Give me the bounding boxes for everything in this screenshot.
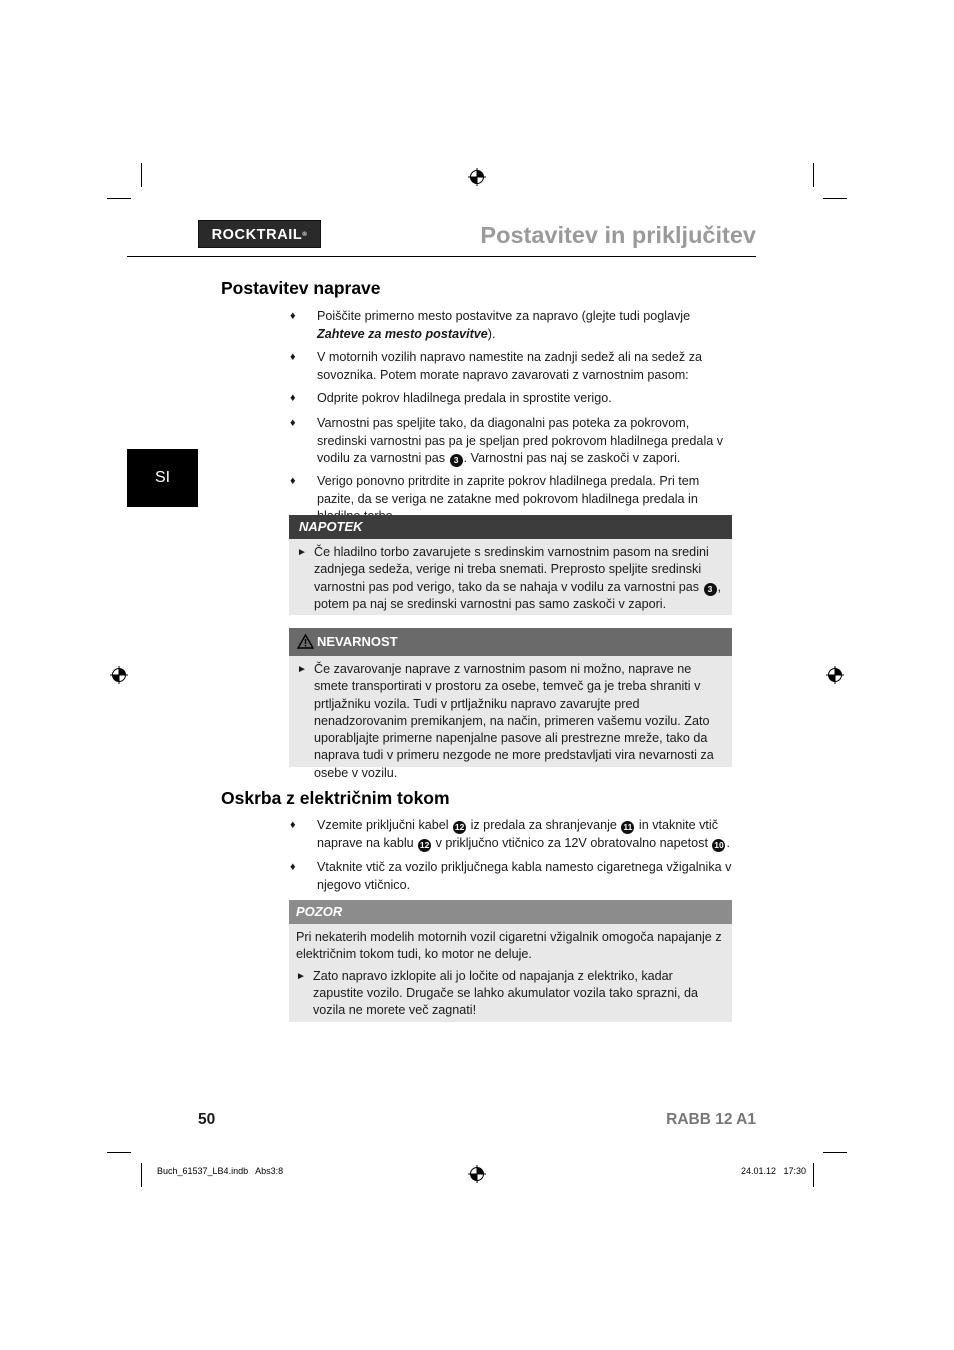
arrow-bullet-icon: ► <box>297 664 307 675</box>
arrow-bullet-icon: ► <box>297 547 307 558</box>
reference-number-badge: 12 <box>419 839 430 850</box>
reference-number-badge: 3 <box>704 583 717 596</box>
crop-mark <box>823 198 847 199</box>
registration-mark-icon <box>110 666 128 684</box>
diamond-bullet-icon: ♦ <box>290 417 296 429</box>
crop-mark <box>813 1163 814 1187</box>
list-item: ♦ Poiščite primerno mesto postavitve za napravo (glejte tudi poglavje Zahteve za mesto postavitve). <box>290 309 691 341</box>
list-item: ♦ Vtaknite vtič za vozilo priključnega kabla namesto cigaretnega vžigalnika v njegovo vtičnico. <box>290 860 732 892</box>
brand-logo: ROCKTRAIL® <box>198 220 321 248</box>
header-rule <box>127 256 756 257</box>
diamond-bullet-icon: ♦ <box>290 392 296 404</box>
crop-mark <box>823 1152 847 1153</box>
crop-mark <box>141 163 142 187</box>
caution-box: POZOR Pri nekaterih modelih motornih vozil cigaretni vžigalnik omogoča napajanje z električnim tokom tudi, ko motor ne deluje. ► Zato napravo izklopite ali jo ločite od napajanja z elektriko, kadar zapustite vozilo. Drugače se lahko akumulator vozila tako sprazni, da vozila ne morete več zagnati! <box>289 900 732 1022</box>
model-name: RABB 12 A1 <box>666 1111 756 1128</box>
reference-number-badge: 11 <box>623 822 633 832</box>
note-box-header: NAPOTEK <box>289 515 732 539</box>
diamond-bullet-icon: ♦ <box>290 819 296 831</box>
caution-box-header: POZOR <box>289 900 732 924</box>
reference-number-badge: 3 <box>450 454 463 467</box>
arrow-bullet-icon: ► <box>296 970 306 982</box>
danger-box-header: NEVARNOST <box>289 628 732 656</box>
diamond-bullet-icon: ♦ <box>290 475 296 487</box>
diamond-bullet-icon: ♦ <box>290 861 296 873</box>
list-item: ♦ Verigo ponovno pritrdite in zaprite pokrov hladilnega predala. Pri tem pazite, da se veriga ne zatakne med pokrovom hladilnega predala in <box>290 474 700 506</box>
crop-mark <box>813 163 814 187</box>
page-title: Postavitev in priključitev <box>480 222 756 248</box>
diamond-bullet-icon: ♦ <box>290 310 296 322</box>
registration-mark-icon <box>468 168 486 186</box>
list-item: ♦ Vzemite priključni kabel 12 iz predala za shranjevanje 11 in vtaknite vtič napravе na kablu 12 v priključno vtičnico za 12V obratovalno napetost 10 . <box>290 818 730 850</box>
list-item: ♦ Varnostni pas speljite tako, da diagonalni pas poteka za pokrovom, sredinski varnostni pas pa je speljan pred pokrovom hladilnega predala v vodilu za varnostni pas 3 . Varnostni pas naj se zaskoči v zapori. <box>290 416 724 465</box>
print-file-info: Buch_61537_LB4.indb Abs3:8 <box>157 1166 284 1176</box>
diamond-bullet-icon: ♦ <box>290 351 296 363</box>
reference-number-badge: 10 <box>714 839 724 850</box>
crop-mark <box>141 1163 142 1187</box>
list-item: ♦ V motornih vozilih napravo namestite na zadnji sedež ali na sedež za sovoznika. Potem morate napravo zavarovati z varnostnim pasom: <box>290 350 703 382</box>
section-heading-setup: Postavitev naprave <box>221 278 381 298</box>
page-number: 50 <box>198 1111 216 1128</box>
language-tab: SI <box>127 449 198 507</box>
section-heading-power: Oskrba z električnim tokom <box>221 788 450 808</box>
registration-mark-icon <box>468 1165 486 1183</box>
print-date-info: 24.01.12 17:30 <box>740 1166 806 1176</box>
caution-intro: Pri nekaterih modelih motornih vozil cigaretni vžigalnik omogoča napajanje z električnim tokom tudi, ko motor ne deluje. <box>296 930 722 962</box>
crop-mark <box>107 198 131 199</box>
reference-number-badge: 12 <box>454 822 465 832</box>
list-item: ♦ Odprite pokrov hladilnega predala in sprostite verigo. <box>290 390 734 408</box>
warning-triangle-icon <box>297 634 314 649</box>
danger-box: NEVARNOST ► Če zavarovanje naprave z varnostnim pasom ni možno, naprave ne smete transportirati v prostoru za osebe, temveč ga je treba shraniti v prtljažniku vozila. Tudi v prtljažniku napravo zavarujte pred nenadzorovanim premikanjem, na način, primeren vašemu vozilu. Zato uporabljajte primerne napenjalne pasove ali prestrezne mreže, tako da naprava tudi v primeru nezgode ne more predstavljati vira nevarnosti za osebe v vozilu. <box>289 628 732 767</box>
crop-mark <box>107 1152 131 1153</box>
note-box: NAPOTEK ► Če hladilno torbo zavarujete s sredinskim varnostnim pasom na sredini zadnjega sedeža, verige ni treba snemati. Preprosto speljite sredinski varnostni pas pod verigo, tako da se nahaja v vodilu za varnostni pas 3 , potem pa naj se sredinski varnostni pas samo zaskoči v zapori. <box>289 515 732 615</box>
registration-mark-icon <box>826 666 844 684</box>
